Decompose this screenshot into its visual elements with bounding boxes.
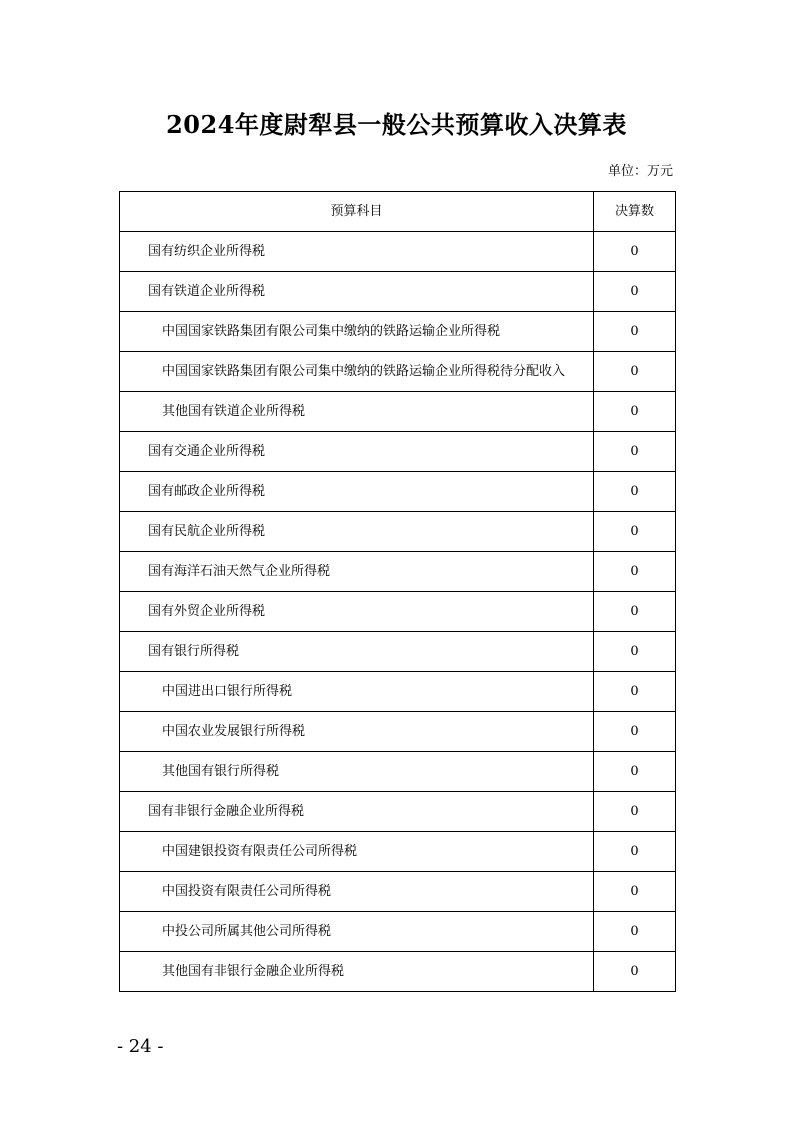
table-row [120,232,676,272]
final-amount-cell: 0 [594,552,676,592]
budget-item-cell: 中国农业发展银行所得税 [120,712,594,752]
final-amount-cell: 0 [594,672,676,712]
table-row [120,952,676,992]
table-row [120,472,676,512]
header-final-amount: 决算数 [594,192,676,232]
page-number: - 24 - [117,1036,164,1057]
final-amount-cell: 0 [594,352,676,392]
budget-item-cell: 国有民航企业所得税 [120,512,594,552]
table-row [120,392,676,432]
budget-item-cell: 中国投资有限责任公司所得税 [120,872,594,912]
budget-item-cell: 国有银行所得税 [120,632,594,672]
table-row [120,832,676,872]
table-row [120,672,676,712]
table-row [120,432,676,472]
budget-item-cell: 中国进出口银行所得税 [120,672,594,712]
budget-item-cell: 国有邮政企业所得税 [120,472,594,512]
table-row [120,912,676,952]
final-amount-cell: 0 [594,712,676,752]
final-amount-cell: 0 [594,512,676,552]
budget-item-cell: 其他国有银行所得税 [120,752,594,792]
header-budget-item: 预算科目 [120,192,594,232]
table-body [120,232,676,992]
final-amount-cell: 0 [594,912,676,952]
budget-item-cell: 其他国有非银行金融企业所得税 [120,952,594,992]
table-row [120,512,676,552]
final-amount-cell: 0 [594,872,676,912]
table-row [120,592,676,632]
budget-item-cell: 国有外贸企业所得税 [120,592,594,632]
document-title: 2024年度尉犁县一般公共预算收入决算表 [166,110,627,139]
table-row [120,312,676,352]
final-amount-cell: 0 [594,792,676,832]
budget-item-cell: 中投公司所属其他公司所得税 [120,912,594,952]
table-row [120,352,676,392]
table-row [120,752,676,792]
unit-label: 单位：万元 [607,164,673,179]
budget-table-container [119,191,675,992]
final-amount-cell: 0 [594,232,676,272]
budget-item-cell: 国有非银行金融企业所得税 [120,792,594,832]
budget-item-cell: 中国国家铁路集团有限公司集中缴纳的铁路运输企业所得税待分配收入 [120,352,594,392]
final-amount-cell: 0 [594,312,676,352]
final-amount-cell: 0 [594,392,676,432]
budget-item-cell: 中国国家铁路集团有限公司集中缴纳的铁路运输企业所得税 [120,312,594,352]
final-amount-cell: 0 [594,592,676,632]
budget-item-cell: 中国建银投资有限责任公司所得税 [120,832,594,872]
table-row [120,872,676,912]
table-row [120,272,676,312]
final-amount-cell: 0 [594,832,676,872]
final-amount-cell: 0 [594,272,676,312]
final-amount-cell: 0 [594,432,676,472]
final-amount-cell: 0 [594,632,676,672]
table-header-row [120,192,676,232]
table-row [120,552,676,592]
budget-item-cell: 国有铁道企业所得税 [120,272,594,312]
final-amount-cell: 0 [594,952,676,992]
table-row [120,632,676,672]
table-row [120,712,676,752]
final-amount-cell: 0 [594,472,676,512]
table-row [120,792,676,832]
budget-item-cell: 国有纺织企业所得税 [120,232,594,272]
final-amount-cell: 0 [594,752,676,792]
budget-table [119,191,676,992]
budget-item-cell: 其他国有铁道企业所得税 [120,392,594,432]
budget-item-cell: 国有海洋石油天然气企业所得税 [120,552,594,592]
budget-item-cell: 国有交通企业所得税 [120,432,594,472]
